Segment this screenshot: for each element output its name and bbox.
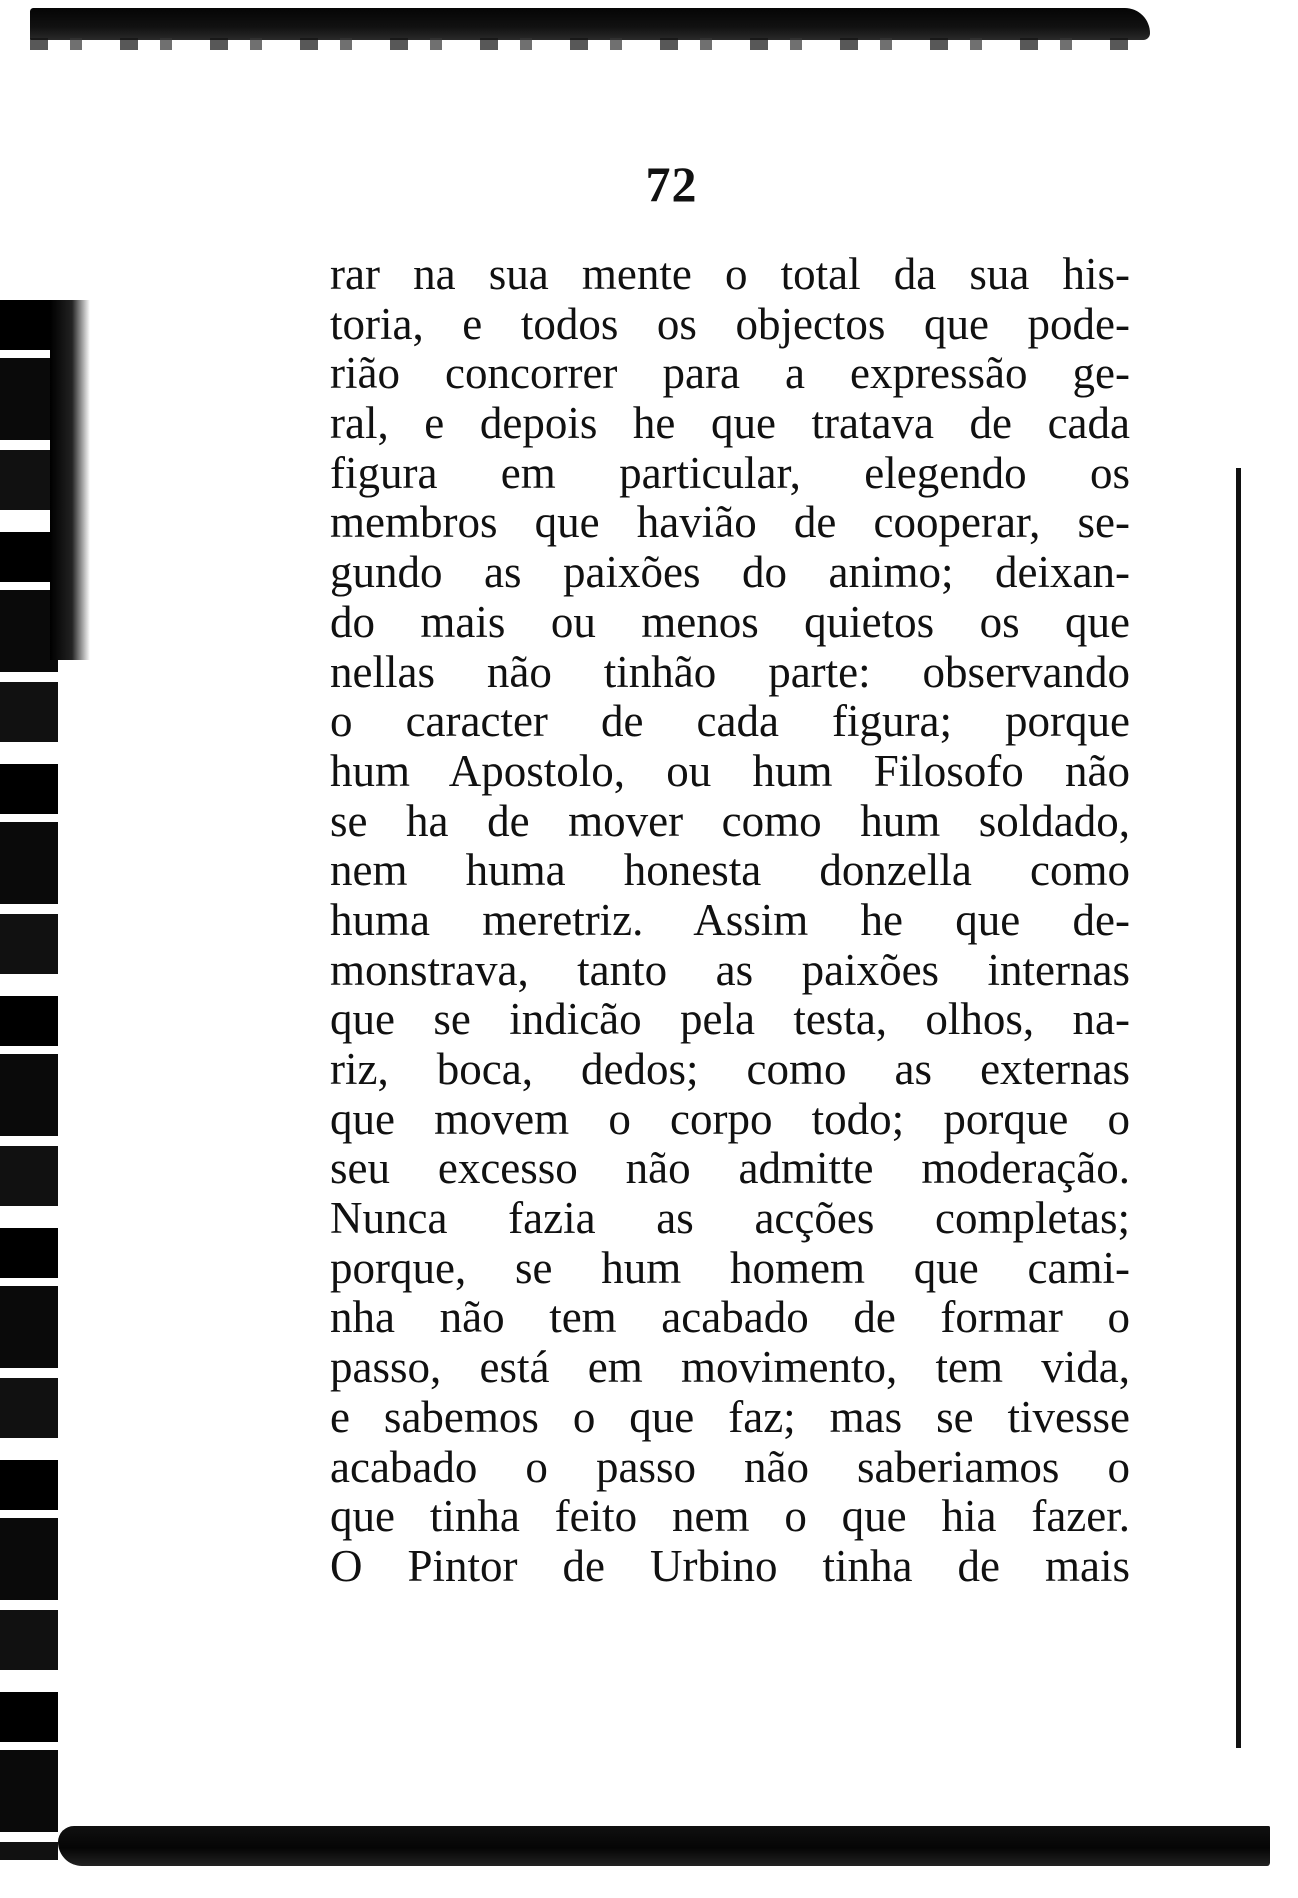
text-line: membros que havião de cooperar, se- bbox=[330, 497, 1130, 548]
text-line: huma meretriz. Assim he que de- bbox=[330, 894, 1130, 945]
text-line: nellas não tinhão parte: observando bbox=[330, 646, 1130, 697]
scan-shadow-left bbox=[50, 300, 90, 660]
text-line: acabado o passo não saberiamos o bbox=[330, 1441, 1130, 1492]
text-line: ral, e depois he que tratava de cada bbox=[330, 398, 1130, 449]
scan-edge-top bbox=[30, 8, 1150, 40]
text-line: riz, boca, dedos; como as externas bbox=[330, 1044, 1130, 1094]
scan-edge-right bbox=[1236, 468, 1241, 1748]
text-line: que tinha feito nem o que hia fazer. bbox=[330, 1491, 1130, 1542]
text-line: se ha de mover como hum soldado, bbox=[330, 795, 1130, 846]
text-line: e sabemos o que faz; mas se tivesse bbox=[330, 1391, 1130, 1442]
scan-edge-bottom bbox=[58, 1826, 1270, 1866]
text-line: porque, se hum homem que cami- bbox=[330, 1242, 1130, 1293]
body-text bbox=[330, 250, 1130, 1592]
text-line: o caracter de cada figura; porque bbox=[330, 696, 1130, 747]
text-line: seu excesso não admitte moderação. bbox=[330, 1143, 1130, 1194]
text-line: monstrava, tanto as paixões internas bbox=[330, 944, 1130, 995]
text-line: gundo as paixões do animo; deixan- bbox=[330, 547, 1130, 598]
text-line: que movem o corpo todo; porque o bbox=[330, 1093, 1130, 1144]
text-line: nem huma honesta donzella como bbox=[330, 845, 1130, 896]
text-line: rião concorrer para a expressão ge- bbox=[330, 348, 1130, 399]
text-line: figura em particular, elegendo os bbox=[330, 447, 1130, 498]
text-line: passo, está em movimento, tem vida, bbox=[330, 1342, 1130, 1393]
page-number: 72 bbox=[645, 156, 698, 212]
text-line: toria, e todos os objectos que pode- bbox=[330, 298, 1130, 349]
text-line: que se indicão pela testa, olhos, na- bbox=[330, 994, 1130, 1045]
text-line: O Pintor de Urbino tinha de mais bbox=[330, 1540, 1130, 1591]
text-line: do mais ou menos quietos os que bbox=[330, 596, 1130, 647]
text-line: rar na sua mente o total da sua his- bbox=[330, 249, 1130, 299]
text-line: Nunca fazia as acções completas; bbox=[330, 1193, 1130, 1244]
text-line: hum Apostolo, ou hum Filosofo não bbox=[330, 745, 1130, 796]
text-line: nha não tem acabado de formar o bbox=[330, 1292, 1130, 1343]
